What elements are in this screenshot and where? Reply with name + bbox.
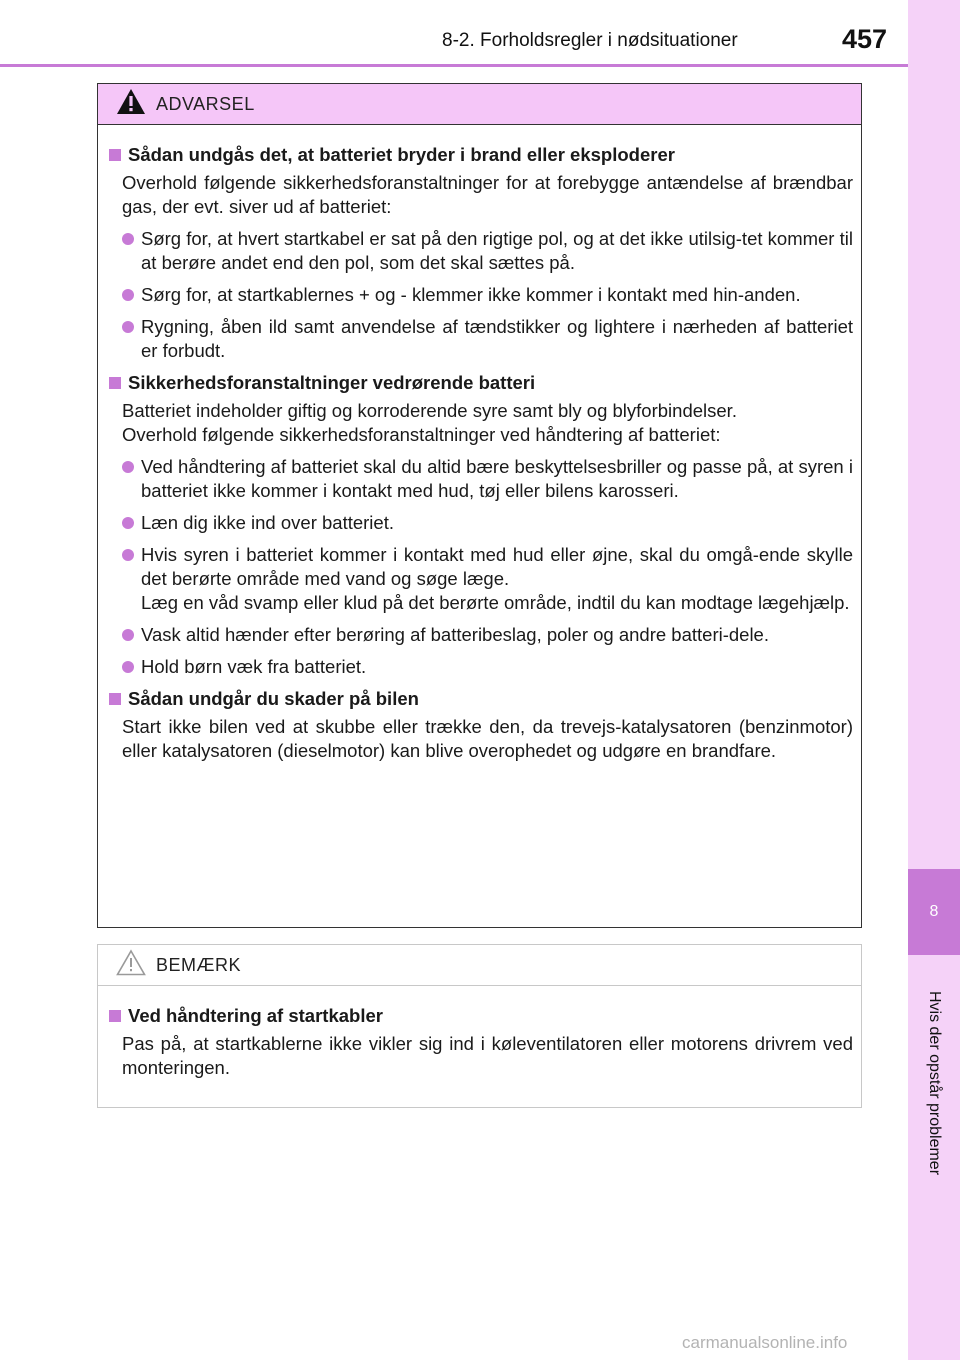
bullet-item [122, 315, 853, 363]
circle-bullet-icon [122, 549, 134, 561]
section-paragraph [122, 399, 853, 447]
bullet-item [122, 543, 853, 615]
circle-bullet-icon [122, 661, 134, 673]
bullet-text [141, 511, 853, 535]
section-paragraph [122, 715, 853, 763]
section-heading [105, 371, 853, 395]
caution-triangle-icon [116, 949, 146, 981]
warning-label: ADVARSEL [156, 93, 255, 114]
section-heading-text: Sådan undgår du skader på bilen [128, 688, 419, 709]
circle-bullet-icon [122, 517, 134, 529]
header-rule [0, 64, 908, 67]
warning-box [97, 83, 862, 928]
bullet-line: Hvis syren i batteriet kommer i kontakt med hud eller øjne, skal du omgå-ende skylle det berørte område med vand og søge læge. [141, 544, 853, 589]
circle-bullet-icon [122, 289, 134, 301]
section-heading [105, 143, 853, 167]
circle-bullet-icon [122, 629, 134, 641]
bullet-line: Sørg for, at startkablernes + og - klemmer ikke kommer i kontakt med hin-anden. [141, 284, 801, 305]
notice-box [97, 944, 862, 1108]
chapter-title: Hvis der opstår problemer [926, 990, 943, 1176]
bullet-text [141, 283, 853, 307]
paragraph-text: Start ikke bilen ved at skubbe eller trække den, da trevejs-katalysatoren (benzinmotor) eller katalysatoren (dieselmotor) kan blive overophedet og udgøre en brandfare. [122, 716, 853, 761]
square-bullet-icon [109, 1010, 121, 1022]
notice-label: BEMÆRK [156, 954, 242, 975]
bullet-line: Læg en våd svamp eller klud på det berørte område, indtil du kan modtage lægehjælp. [141, 592, 850, 613]
section-heading-text: Sådan undgås det, at batteriet bryder i brand eller eksploderer [128, 144, 675, 165]
bullet-item [122, 283, 853, 307]
page-number: 457 [842, 24, 888, 54]
square-bullet-icon [109, 149, 121, 161]
section-heading [105, 1004, 853, 1028]
bullet-line: Læn dig ikke ind over batteriet. [141, 512, 394, 533]
notice-content [98, 986, 861, 1080]
section-paragraph [122, 171, 853, 219]
section-paragraph [122, 1032, 853, 1080]
side-tab-upper [908, 0, 960, 869]
square-bullet-icon [109, 377, 121, 389]
chapter-tab[interactable] [908, 869, 960, 955]
bullet-item [122, 511, 853, 535]
warning-content [98, 125, 861, 763]
square-bullet-icon [109, 693, 121, 705]
bullet-text [141, 315, 853, 363]
notice-header [98, 945, 861, 986]
bullet-item [122, 655, 853, 679]
bullet-text [141, 623, 853, 647]
bullet-item [122, 623, 853, 647]
bullet-line: Ved håndtering af batteriet skal du altid bære beskyttelsesbriller og passe på, at syren i batteriet ikke kommer i kontakt med hud, tøj eller bilens karosseri. [141, 456, 853, 501]
bullet-line: Hold børn væk fra batteriet. [141, 656, 367, 677]
section-heading-text: Ved håndtering af startkabler [128, 1005, 383, 1026]
bullet-line: Rygning, åben ild samt anvendelse af tændstikker og lightere i nærheden af batteriet er forbudt. [141, 316, 853, 361]
paragraph-text: Overhold følgende sikkerhedsforanstaltninger for at forebygge antændelse af brændbar gas, der evt. siver ud af batteriet: [122, 172, 853, 217]
paragraph-text: Overhold følgende sikkerhedsforanstaltninger ved håndtering af batteriet: [122, 424, 721, 445]
section-heading [105, 687, 853, 711]
bullet-text [141, 655, 853, 679]
bullet-line: Vask altid hænder efter berøring af batteribeslag, poler og andre batteri-dele. [141, 624, 769, 645]
bullet-item [122, 227, 853, 275]
warning-header [98, 84, 861, 125]
chapter-number: 8 [929, 903, 939, 920]
circle-bullet-icon [122, 233, 134, 245]
bullet-text [141, 543, 853, 615]
paragraph-text: Pas på, at startkablerne ikke vikler sig ind i køleventilatoren eller motorens drivrem ved monteringen. [122, 1033, 853, 1078]
watermark: carmanualsonline.info [682, 1333, 848, 1352]
bullet-text [141, 227, 853, 275]
section-heading-text: Sikkerhedsforanstaltninger vedrørende batteri [128, 372, 536, 393]
bullet-text [141, 455, 853, 503]
bullet-line: Sørg for, at hvert startkabel er sat på den rigtige pol, og at det ikke utilsig-tet kommer til at berøre andet end den pol, som det skal sættes på. [141, 228, 853, 273]
bullet-item [122, 455, 853, 503]
paragraph-text: Batteriet indeholder giftig og korroderende syre samt bly og blyforbindelser. [122, 400, 737, 421]
section-title: 8-2. Forholdsregler i nødsituationer [442, 30, 738, 51]
circle-bullet-icon [122, 321, 134, 333]
warning-triangle-icon [116, 88, 146, 120]
circle-bullet-icon [122, 461, 134, 473]
